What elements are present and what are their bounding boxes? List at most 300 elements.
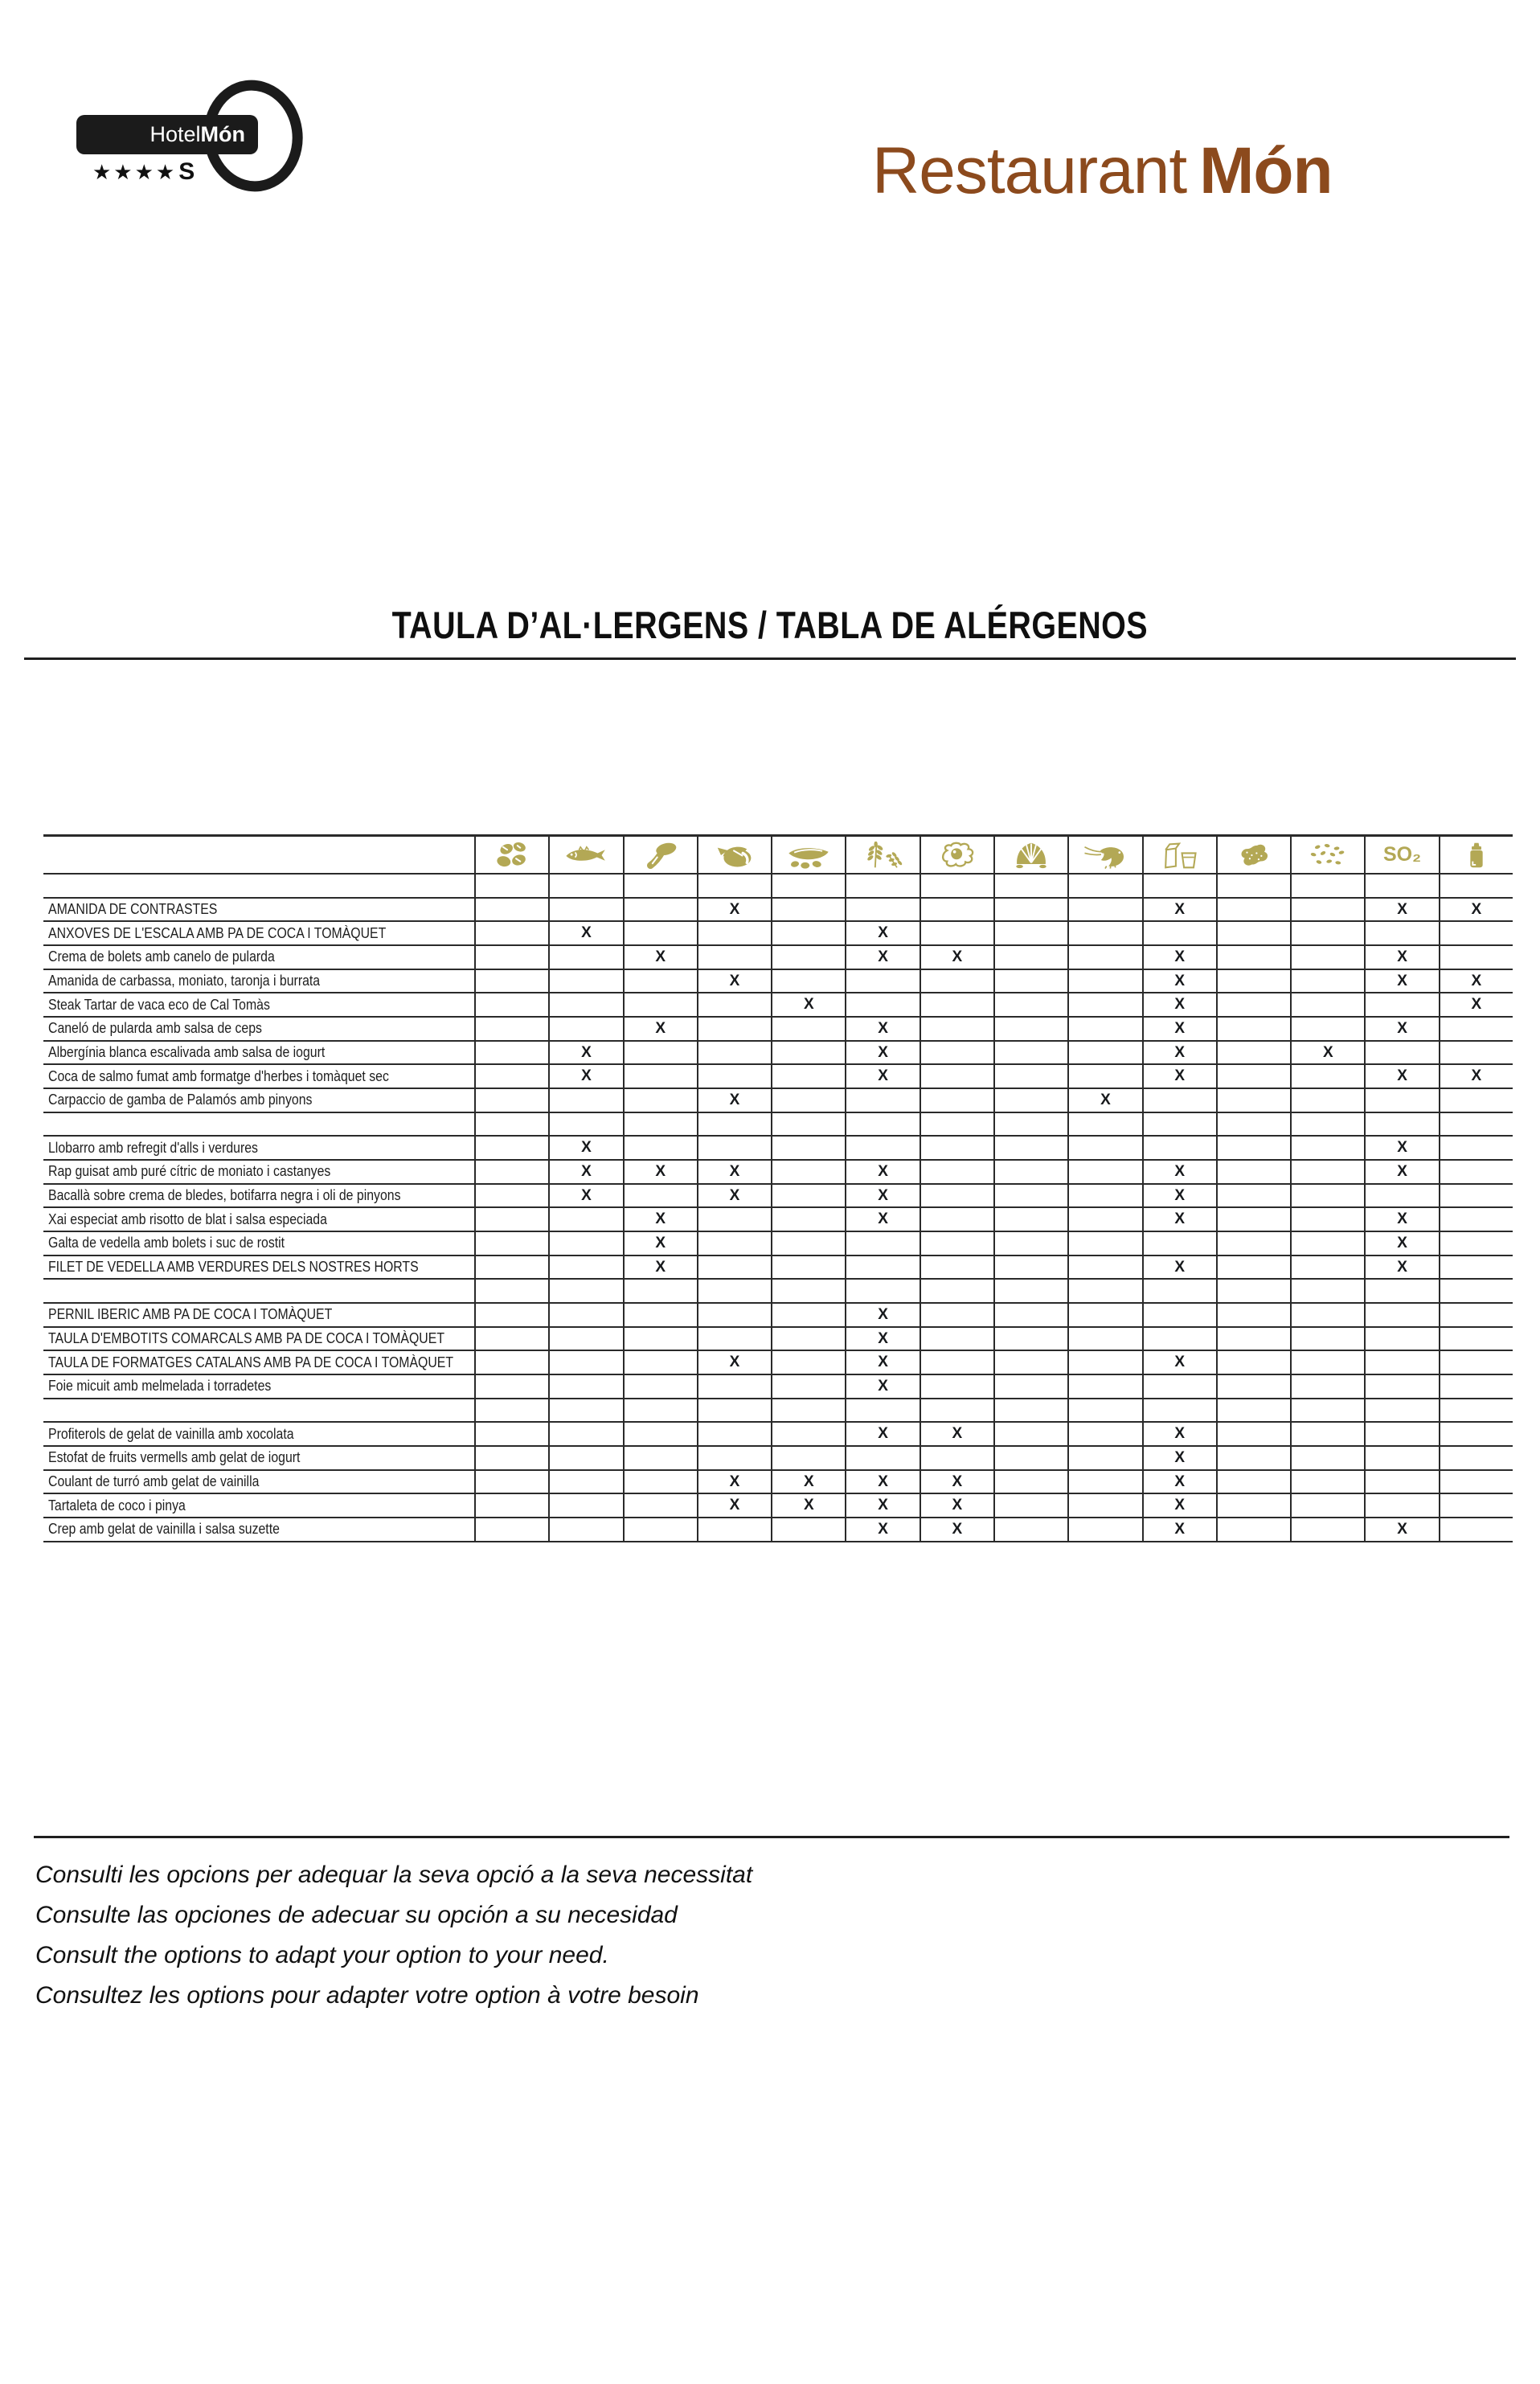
allergen-mark: X (623, 1208, 697, 1232)
allergen-mark (1067, 1161, 1141, 1185)
dish-name (43, 1232, 474, 1256)
allergen-mark (919, 1018, 993, 1042)
dish-name (43, 1065, 474, 1089)
allergen-mark (1290, 875, 1364, 899)
allergen-mark (697, 1304, 771, 1328)
allergen-mark (1439, 1518, 1513, 1542)
allergen-mark: X (1439, 899, 1513, 923)
allergen-mark (1067, 1399, 1141, 1423)
allergen-mark (1290, 970, 1364, 994)
fried-egg-icon (935, 842, 980, 869)
allergen-mark (845, 1113, 919, 1137)
allergen-mark (623, 922, 697, 946)
allergen-mark (919, 1208, 993, 1232)
allergen-mark (993, 1423, 1067, 1447)
allergen-mark: X (548, 1161, 622, 1185)
allergen-mark: X (1142, 1185, 1216, 1209)
allergen-mark (1290, 1423, 1364, 1447)
allergen-mark (993, 922, 1067, 946)
allergen-mark (1364, 1471, 1438, 1495)
allergen-mark (1067, 922, 1141, 946)
allergen-mark (993, 1018, 1067, 1042)
allergen-mark (474, 1375, 548, 1399)
allergen-mark (1364, 1423, 1438, 1447)
allergen-mark (1067, 1113, 1141, 1137)
dish-name (43, 899, 474, 923)
allergen-mark (548, 1208, 622, 1232)
allergen-mark: X (1142, 1042, 1216, 1066)
allergen-mark (548, 946, 622, 970)
allergen-mark: X (1364, 899, 1438, 923)
allergen-mark (845, 970, 919, 994)
allergen-mark (771, 946, 845, 970)
allergen-mark (919, 1065, 993, 1089)
allergen-mark: X (548, 1185, 622, 1209)
allergen-mark: X (1364, 1065, 1438, 1089)
allergen-header-mushroom (623, 837, 697, 875)
allergen-mark (623, 1065, 697, 1089)
allergen-mark: X (845, 1518, 919, 1542)
allergen-mark (1290, 922, 1364, 946)
allergen-mark (919, 875, 993, 899)
dish-name (43, 1518, 474, 1542)
allergen-mark (1142, 1089, 1216, 1113)
allergen-mark (1290, 899, 1364, 923)
dish-name-text: PERNIL IBERIC AMB PA DE COCA I TOMÀQUET (48, 1306, 333, 1323)
allergen-mark (919, 1447, 993, 1471)
allergen-mark (1439, 1471, 1513, 1495)
allergen-mark: X (697, 1185, 771, 1209)
so2-sulphites-icon: SO₂ (1382, 843, 1422, 866)
allergen-mark (474, 899, 548, 923)
allergen-mark (1290, 1089, 1364, 1113)
allergen-mark (771, 1399, 845, 1423)
allergen-mark (623, 1304, 697, 1328)
allergen-mark (1364, 1280, 1438, 1304)
peanut-icon (1231, 842, 1276, 869)
soy-pod-icon (786, 842, 831, 869)
allergen-mark (1364, 1447, 1438, 1471)
allergen-mark (623, 1399, 697, 1423)
allergen-mark (474, 1137, 548, 1161)
allergen-mark (1290, 1018, 1364, 1042)
allergen-mark (845, 1089, 919, 1113)
allergen-mark (771, 922, 845, 946)
allergen-mark: X (697, 970, 771, 994)
allergen-mark: X (623, 1232, 697, 1256)
dish-name (43, 970, 474, 994)
allergen-mark (1216, 1423, 1290, 1447)
allergen-mark: X (697, 1494, 771, 1518)
allergen-mark (623, 1447, 697, 1471)
dish-name (43, 1423, 474, 1447)
allergen-mark (1216, 1065, 1290, 1089)
allergen-mark (1439, 1280, 1513, 1304)
allergen-mark (919, 922, 993, 946)
allergen-mark (474, 875, 548, 899)
allergen-mark (697, 1256, 771, 1280)
dish-name (43, 1137, 474, 1161)
allergen-mark: X (1364, 1518, 1438, 1542)
allergen-mark: X (548, 1065, 622, 1089)
allergen-mark (548, 1113, 622, 1137)
allergen-mark: X (845, 1185, 919, 1209)
allergen-mark: X (845, 1471, 919, 1495)
allergen-mark (697, 1042, 771, 1066)
mustard-bottle-icon (1454, 842, 1499, 869)
dish-name (43, 1042, 474, 1066)
allergen-mark (1142, 1113, 1216, 1137)
logo-plate (76, 115, 258, 154)
allergen-mark (474, 1351, 548, 1375)
allergen-mark (1216, 1161, 1290, 1185)
allergen-mark (548, 1471, 622, 1495)
allergen-mark (919, 970, 993, 994)
allergen-mark (1364, 1328, 1438, 1352)
allergen-mark (1216, 875, 1290, 899)
dish-name (43, 1208, 474, 1232)
allergen-mark (623, 1518, 697, 1542)
empty-row (43, 875, 474, 899)
hazelnut-icon (712, 842, 757, 869)
allergen-mark (697, 1447, 771, 1471)
allergen-table (43, 834, 1513, 1542)
allergen-mark (1216, 946, 1290, 970)
allergen-mark (1067, 875, 1141, 899)
allergen-mark (993, 1280, 1067, 1304)
allergen-mark (474, 1447, 548, 1471)
allergen-mark (1142, 1280, 1216, 1304)
allergen-mark (993, 970, 1067, 994)
footer-note-english: Consult the options to adapt your option to your need. (35, 1942, 609, 1968)
dish-name-text: Amanida de carbassa, moniato, taronja i burrata (48, 973, 321, 989)
allergen-mark (771, 1089, 845, 1113)
allergen-mark (1216, 899, 1290, 923)
footer-notes (35, 1855, 752, 2016)
allergen-mark: X (1364, 1232, 1438, 1256)
allergen-mark (771, 875, 845, 899)
dish-name-text: Foie micuit amb melmelada i torradetes (48, 1378, 272, 1395)
allergen-mark (474, 1208, 548, 1232)
dish-name-text: Estofat de fruits vermells amb gelat de iogurt (48, 1449, 301, 1466)
allergen-mark (771, 1232, 845, 1256)
allergen-mark (1439, 875, 1513, 899)
allergen-mark (1067, 1208, 1141, 1232)
allergen-mark (1439, 1447, 1513, 1471)
allergen-mark (1290, 1256, 1364, 1280)
allergen-mark: X (845, 1042, 919, 1066)
allergen-mark (1216, 1328, 1290, 1352)
allergen-mark (919, 1256, 993, 1280)
allergen-mark (1364, 1042, 1438, 1066)
allergen-mark (1067, 1280, 1141, 1304)
allergen-mark (697, 1328, 771, 1352)
allergen-mark (1290, 1113, 1364, 1137)
allergen-mark (1216, 1399, 1290, 1423)
allergen-mark (993, 1518, 1067, 1542)
allergen-mark (697, 1423, 771, 1447)
allergen-mark (919, 1328, 993, 1352)
allergen-mark (993, 1089, 1067, 1113)
allergen-mark (845, 1137, 919, 1161)
allergen-mark (1067, 1256, 1141, 1280)
allergen-mark: X (1364, 1161, 1438, 1185)
allergen-mark (1216, 1018, 1290, 1042)
allergen-mark (1067, 1137, 1141, 1161)
allergen-mark (1290, 1351, 1364, 1375)
allergen-mark (771, 1137, 845, 1161)
allergen-mark: X (1142, 1256, 1216, 1280)
allergen-mark (548, 1018, 622, 1042)
dish-name-text: Galta de vedella amb bolets i suc de rostit (48, 1235, 285, 1251)
allergen-mark: X (697, 899, 771, 923)
allergen-mark (1216, 1232, 1290, 1256)
allergen-mark: X (697, 1161, 771, 1185)
allergen-mark: X (623, 1161, 697, 1185)
allergen-mark (1067, 1304, 1141, 1328)
allergen-mark: X (845, 1161, 919, 1185)
dish-name-text: TAULA DE FORMATGES CATALANS AMB PA DE COCA I TOMÀQUET (48, 1354, 454, 1370)
allergen-mark (474, 1494, 548, 1518)
allergen-mark (474, 1280, 548, 1304)
allergen-mark (993, 1137, 1067, 1161)
allergen-mark (1439, 1351, 1513, 1375)
allergen-mark: X (845, 1423, 919, 1447)
allergen-mark (1290, 1137, 1364, 1161)
allergen-mark: X (1439, 970, 1513, 994)
dish-name-text: TAULA D'EMBOTITS COMARCALS AMB PA DE COCA I TOMÀQUET (48, 1330, 444, 1347)
allergen-mark (919, 1137, 993, 1161)
allergen-mark (1216, 1089, 1290, 1113)
allergen-mark (548, 1256, 622, 1280)
allergen-mark (993, 1161, 1067, 1185)
allergen-mark: X (548, 1137, 622, 1161)
allergen-mark: X (1142, 1518, 1216, 1542)
dish-name-text: Rap guisat amb puré cítric de moniato i castanyes (48, 1163, 331, 1180)
allergen-mark (1290, 993, 1364, 1018)
allergen-mark (1439, 1185, 1513, 1209)
allergen-mark: X (845, 1018, 919, 1042)
dish-name-text: Albergínia blanca escalivada amb salsa de iogurt (48, 1044, 326, 1061)
dish-name-text: Caneló de pularda amb salsa de ceps (48, 1020, 262, 1037)
allergen-mark (919, 1089, 993, 1113)
allergen-mark: X (919, 1494, 993, 1518)
allergen-mark (474, 1256, 548, 1280)
allergen-mark (1439, 1232, 1513, 1256)
allergen-mark (993, 1328, 1067, 1352)
allergen-mark (1142, 1137, 1216, 1161)
allergen-mark (623, 1494, 697, 1518)
allergen-mark (474, 1232, 548, 1256)
allergen-mark (623, 1471, 697, 1495)
allergen-mark (1216, 1304, 1290, 1328)
allergen-mark (771, 1304, 845, 1328)
allergen-mark: X (548, 1042, 622, 1066)
footer-divider (34, 1836, 1509, 1838)
allergen-mark (1216, 970, 1290, 994)
page-title-text: TAULA D’AL·LERGENS / TABLA DE ALÉRGENOS (391, 604, 1149, 646)
title-underline (24, 657, 1516, 660)
allergen-mark (548, 1232, 622, 1256)
dish-name-text: Coca de salmo fumat amb formatge d'herbes i tomàquet sec (48, 1067, 389, 1084)
allergen-mark (845, 1256, 919, 1280)
allergen-header-peanut (1216, 837, 1290, 875)
allergen-mark (1216, 1208, 1290, 1232)
allergen-mark (1067, 1471, 1141, 1495)
footer-note-spanish: Consulte las opciones de adecuar su opción a su necesidad (35, 1902, 678, 1928)
allergen-mark: X (623, 946, 697, 970)
allergen-mark (1439, 1018, 1513, 1042)
allergen-mark: X (697, 1471, 771, 1495)
logo-stars (92, 158, 195, 186)
allergen-mark: X (845, 1328, 919, 1352)
allergen-mark: X (845, 1351, 919, 1375)
allergen-mark (474, 1089, 548, 1113)
allergen-mark: X (919, 1471, 993, 1495)
allergen-mark (1067, 1018, 1141, 1042)
allergen-mark (771, 1256, 845, 1280)
allergen-mark (623, 1042, 697, 1066)
allergen-mark (474, 1018, 548, 1042)
allergen-mark: X (1364, 1208, 1438, 1232)
allergen-mark (1364, 1089, 1438, 1113)
allergen-mark (548, 1447, 622, 1471)
allergen-mark (1067, 1518, 1141, 1542)
allergen-mark (919, 1399, 993, 1423)
allergen-mark (1216, 1256, 1290, 1280)
dish-name-text: Xai especiat amb risotto de blat i salsa especiada (48, 1210, 327, 1227)
allergen-header-sesame (1290, 837, 1364, 875)
allergen-mark (1067, 1351, 1141, 1375)
allergen-mark (1216, 1113, 1290, 1137)
allergen-mark (771, 970, 845, 994)
allergen-mark (548, 1518, 622, 1542)
allergen-mark (1364, 875, 1438, 899)
allergen-mark (1439, 1375, 1513, 1399)
allergen-mark (845, 875, 919, 899)
allergen-mark (993, 1113, 1067, 1137)
dish-name-text: Profiterols de gelat de vainilla amb xocolata (48, 1425, 294, 1442)
allergen-mark (1290, 1232, 1364, 1256)
allergen-header-wheat-gluten (845, 837, 919, 875)
allergen-mark (1067, 1375, 1141, 1399)
allergen-mark (697, 875, 771, 899)
empty-row (43, 1399, 474, 1423)
allergen-mark (1364, 1304, 1438, 1328)
allergen-mark (993, 899, 1067, 923)
restaurant-word: Restaurant (872, 134, 1187, 207)
allergen-mark (623, 1423, 697, 1447)
allergen-mark (1439, 1328, 1513, 1352)
dish-name-text: Crema de bolets amb canelo de pularda (48, 948, 275, 965)
allergen-mark (623, 1113, 697, 1137)
allergen-mark: X (1142, 993, 1216, 1018)
allergen-mark: X (1142, 946, 1216, 970)
allergen-header-mustard-bottle (1439, 837, 1513, 875)
allergen-mark (548, 1280, 622, 1304)
logo-s-suffix: S (178, 158, 195, 185)
allergen-mark (623, 1328, 697, 1352)
dish-name (43, 1185, 474, 1209)
allergen-mark (1439, 1423, 1513, 1447)
allergen-mark (1439, 922, 1513, 946)
allergen-mark (697, 1208, 771, 1232)
allergen-mark (771, 1113, 845, 1137)
allergen-mark (548, 899, 622, 923)
allergen-mark (474, 1304, 548, 1328)
allergen-mark (623, 1185, 697, 1209)
allergen-mark (1216, 993, 1290, 1018)
allergen-mark (919, 1280, 993, 1304)
allergen-mark: X (1142, 1161, 1216, 1185)
mollusc-shell-icon (1009, 842, 1054, 869)
allergen-mark (1290, 1185, 1364, 1209)
mon-word: Món (1199, 134, 1333, 207)
allergen-mark: X (623, 1018, 697, 1042)
allergen-mark (771, 1447, 845, 1471)
allergen-mark (1142, 1399, 1216, 1423)
dish-name-text: FILET DE VEDELLA AMB VERDURES DELS NOSTRES HORTS (48, 1259, 419, 1276)
hotel-logo (76, 79, 317, 198)
allergen-mark (1142, 1328, 1216, 1352)
allergen-mark (1439, 1256, 1513, 1280)
allergen-mark (548, 1423, 622, 1447)
allergen-mark: X (1142, 1494, 1216, 1518)
sesame-icon (1305, 842, 1350, 869)
allergen-mark: X (1142, 1018, 1216, 1042)
allergen-mark (1364, 1185, 1438, 1209)
allergen-mark (919, 993, 993, 1018)
allergen-mark: X (1364, 1018, 1438, 1042)
allergen-mark (771, 1375, 845, 1399)
allergen-mark (1290, 1328, 1364, 1352)
allergen-mark (1216, 1042, 1290, 1066)
allergen-mark (993, 1471, 1067, 1495)
allergen-mark (1439, 1494, 1513, 1518)
allergen-mark (845, 1399, 919, 1423)
allergen-mark (474, 1185, 548, 1209)
allergen-mark (771, 1018, 845, 1042)
allergen-mark (845, 1447, 919, 1471)
allergen-mark (623, 875, 697, 899)
allergen-header-milk (1142, 837, 1216, 875)
allergen-mark: X (623, 1256, 697, 1280)
allergen-mark: X (845, 922, 919, 946)
allergen-mark (474, 1423, 548, 1447)
allergen-header-fish (548, 837, 622, 875)
allergen-mark (1067, 946, 1141, 970)
allergen-mark (993, 1232, 1067, 1256)
lupin-beans-icon (489, 842, 534, 869)
allergen-mark: X (919, 946, 993, 970)
allergen-mark (771, 899, 845, 923)
allergen-mark (1439, 1208, 1513, 1232)
allergen-mark: X (1142, 899, 1216, 923)
dish-name (43, 922, 474, 946)
allergen-mark (993, 1065, 1067, 1089)
restaurant-title (872, 135, 1333, 207)
allergen-mark (697, 1232, 771, 1256)
allergen-mark (474, 946, 548, 970)
allergen-mark: X (1142, 1471, 1216, 1495)
allergen-mark (1290, 1161, 1364, 1185)
allergen-mark (1439, 1161, 1513, 1185)
allergen-mark: X (771, 993, 845, 1018)
allergen-mark (548, 1399, 622, 1423)
allergen-mark (623, 1351, 697, 1375)
allergen-mark (1142, 1304, 1216, 1328)
allergen-mark (993, 1447, 1067, 1471)
